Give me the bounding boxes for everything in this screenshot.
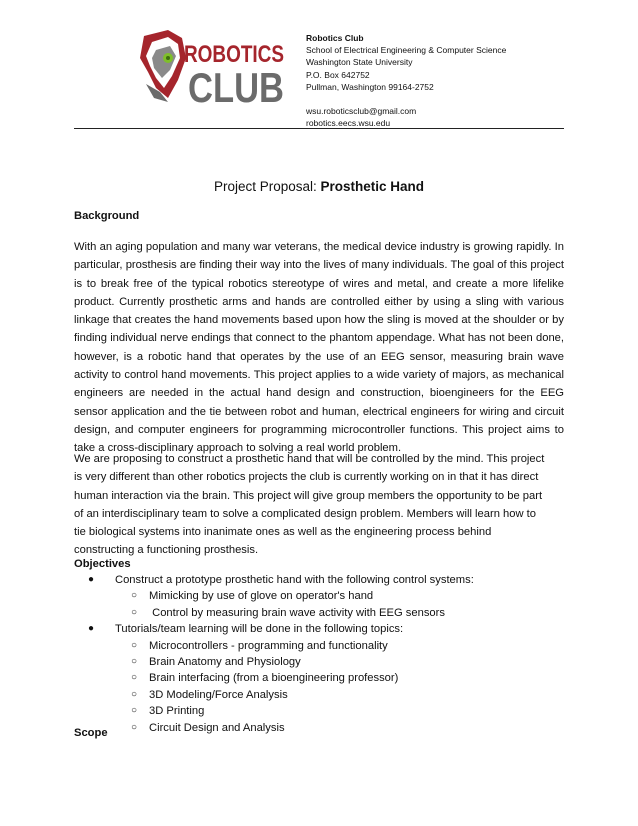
list-item: ● Construct a prototype prosthetic hand with the following control systems: (74, 572, 574, 588)
background-paragraph-2 (74, 450, 564, 560)
objectives-list (74, 572, 574, 736)
hollow-bullet-icon: ○ (131, 639, 138, 651)
sub-list-item: ○ Microcontrollers - programming and functionality (74, 638, 574, 654)
scope-heading: Scope (74, 727, 108, 739)
list-item: ● Tutorials/team learning will be done in the following topics: (74, 621, 574, 637)
club-email: wsu.roboticsclub@gmail.com (306, 106, 417, 117)
bullet-icon: ● (88, 574, 95, 585)
sub-list-item: ○ Brain Anatomy and Physiology (74, 654, 574, 670)
sub-list-item: ○ Control by measuring brain wave activity with EEG sensors (74, 605, 574, 621)
logo-text-robotics: ROBOTICS (184, 41, 284, 68)
sub-list-item: ○ 3D Modeling/Force Analysis (74, 687, 574, 703)
paragraph-line: human interaction via the brain. This project will give group members the opportunity to be part (74, 489, 543, 502)
address-line: Washington State University (306, 57, 413, 68)
sub-list-item: ○ Circuit Design and Analysis (74, 720, 574, 736)
robotics-club-logo (138, 28, 288, 111)
sub-list-item: ○ 3D Printing (74, 703, 574, 719)
club-name: Robotics Club (306, 33, 364, 43)
logo-text-club: CLUB (188, 64, 284, 111)
hollow-bullet-icon: ○ (131, 590, 138, 602)
title-project-name: Prosthetic Hand (320, 179, 425, 194)
objectives-heading: Objectives (74, 558, 131, 570)
title-prefix: Project Proposal: (213, 179, 321, 194)
hollow-bullet-icon: ○ (131, 606, 138, 618)
address-line: P.O. Box 642752 (306, 69, 370, 80)
paragraph-line: is very different than other robotics projects the club is currently working on in that it has direct (74, 471, 539, 484)
paragraph-line: constructing a functioning prosthesis. (74, 544, 259, 557)
address-line: Pullman, Washington 99164-2752 (306, 81, 434, 92)
background-paragraph-1: With an aging population and many war veterans, the medical device industry is growing rapidly. In particular, prosthesis are finding their way into the lives of many individuals. The goal of this project is to break free of the typical robotics stereotype of wires and metal, and create a more lifelike product. Currently prosthetic arms and hands are controlled either by using a sling with various linkage that creates the hand movements based upon how the sling is moved at the shoulder or by finding individual nerve endings that connect to the phantom appendage. What has not been done, however, is a robotic hand that operates by the use of an EEG sensor, measuring brain wave activity to control hand movements. This project applies to a wide variety of majors, as mechanical engineers are needed in the actual hand design and construction, bioengineers for the EEG sensor application and the tie between robot and human, electrical engineers for wiring and circuit design, and computer engineers for programming microcontroller functions. This project aims to take a cross-disciplinary approach to solving a real world problem. (74, 241, 564, 455)
document-title (0, 179, 638, 194)
hollow-bullet-icon: ○ (131, 688, 138, 700)
address-line: School of Electrical Engineering & Computer Science (306, 45, 507, 56)
sub-list-item: ○ Mimicking by use of glove on operator's hand (74, 588, 574, 604)
background-heading: Background (74, 210, 140, 222)
paragraph-line: of an interdisciplinary team to solve a complicated design problem. Members will learn how to (74, 507, 537, 520)
club-contact-block (306, 32, 506, 129)
hollow-bullet-icon: ○ (131, 705, 138, 717)
hollow-bullet-icon: ○ (131, 721, 138, 733)
hollow-bullet-icon: ○ (131, 656, 138, 668)
header-divider (74, 128, 564, 129)
club-website: robotics.eecs.wsu.edu (306, 118, 391, 129)
bullet-icon: ● (88, 623, 95, 635)
paragraph-line: We are proposing to construct a prosthetic hand that will be controlled by the mind. This project (74, 453, 545, 465)
hollow-bullet-icon: ○ (131, 672, 138, 684)
sub-list-item: ○ Brain interfacing (from a bioengineering professor) (74, 670, 574, 686)
paragraph-line: tie biological systems into inanimate ones as well as the engineering process behind (74, 526, 492, 539)
